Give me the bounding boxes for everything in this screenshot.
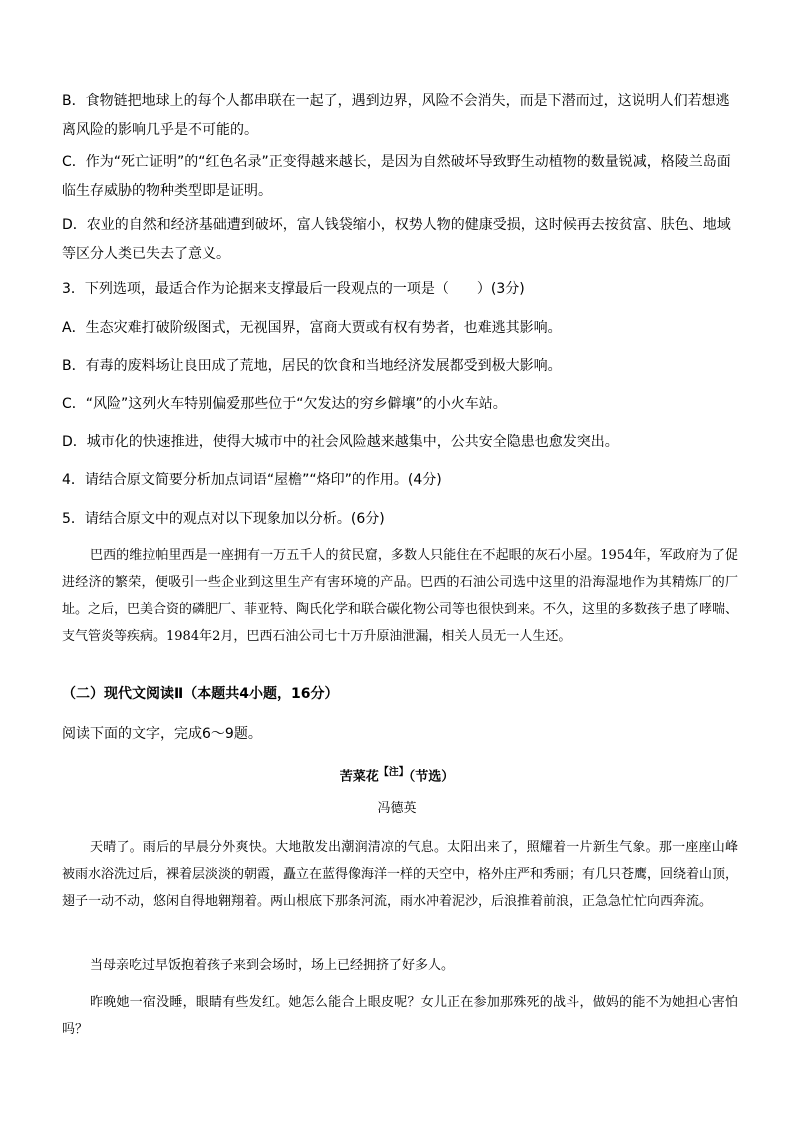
section-instructions: 阅读下面的文字，完成6～9题。	[62, 726, 262, 742]
passage-title-text: 苦菜花	[339, 769, 379, 785]
passage-paragraph-3: 昨晚她一宿没睡，眼睛有些发红。她怎么能合上眼皮呢？女儿正在参加那殊死的战斗，做妈的能不为她担心害怕吗？	[62, 995, 738, 1037]
passage-title-suffix: （节选）	[408, 769, 455, 785]
question-5-material: 巴西的维拉帕里西是一座拥有一万五千人的贫民窟，多数人只能住在不起眼的灰石小屋。1954年，军政府为了促进经济的繁荣，便吸引一些企业到这里生产有害环境的产品。巴西的石油公司选中这里的沿海湿地作为其精炼厂的厂址。之后，巴美合资的磷肥厂、菲亚特、陶氏化学和联合碳化物公司等也很快到来。不久，这里的多数孩子患了哮喘、支气管炎等疾病。1984年2月，巴西石油公司七十万升原油泄漏，相关人员无一人生还。	[62, 548, 739, 644]
option-2b: B．食物链把地球上的每个人都串联在一起了，遇到边界，风险不会消失，而是下潜而过，这说明人们若想逃离风险的影响几乎是不可能的。	[62, 93, 730, 138]
option-3a: A．生态灾难打破阶级图式，无视国界，富商大贾或有权有势者，也难逃其影响。	[62, 320, 562, 336]
passage-paragraph-2: 当母亲吃过早饭抱着孩子来到会场时，场上已经拥挤了好多人。	[90, 958, 455, 973]
option-2c: C．作为“死亡证明”的“红色名录”正变得越来越长，是因为自然破坏导致野生动植物的数量锐减，格陵兰岛面临生存威胁的物种类型即是证明。	[62, 154, 731, 199]
question-3-stem: 3．下列选项，最适合作为论据来支撑最后一段观点的一项是（ ）(3分)	[62, 281, 525, 297]
option-3d: D．城市化的快速推进，使得大城市中的社会风险越来越集中，公共安全隐患也愈发突出。	[62, 434, 619, 450]
section-heading: （二）现代文阅读Ⅱ（本题共4小题，16分）	[62, 686, 339, 702]
passage-title-note: 【注】	[378, 767, 409, 778]
passage-title	[0, 761, 794, 789]
passage-author: 冯德英	[377, 801, 417, 816]
option-3c: C．“风险”这列火车特别偏爱那些位于“欠发达的穷乡僻壤”的小火车站。	[62, 396, 507, 412]
option-3b: B．有毒的废料场让良田成了荒地，居民的饮食和当地经济发展都受到极大影响。	[62, 358, 562, 374]
option-2d: D．农业的自然和经济基础遭到破坏，富人钱袋缩小，权势人物的健康受损，这时候再去按贫富、肤色、地域等区分人类已失去了意义。	[62, 217, 731, 262]
passage-paragraph-1: 天晴了。雨后的早晨分外爽快。大地散发出潮润清凉的气息。太阳出来了，照耀着一片新生气象。那一座座山峰被雨水浴洗过后，裸着层淡淡的朝霞，矗立在蓝得像海洋一样的天空中，格外庄严和秀丽；有几只苍鹰，回绕着山顶，翅子一动不动，悠闲自得地翱翔着。两山根底下那条河流，雨水冲着泥沙，后浪推着前浪，正急急忙忙向西奔流。	[62, 840, 739, 909]
question-4: 4．请结合原文简要分析加点词语“屋檐”“烙印”的作用。(4分)	[62, 472, 442, 488]
question-5: 5．请结合原文中的观点对以下现象加以分析。(6分)	[62, 511, 385, 527]
